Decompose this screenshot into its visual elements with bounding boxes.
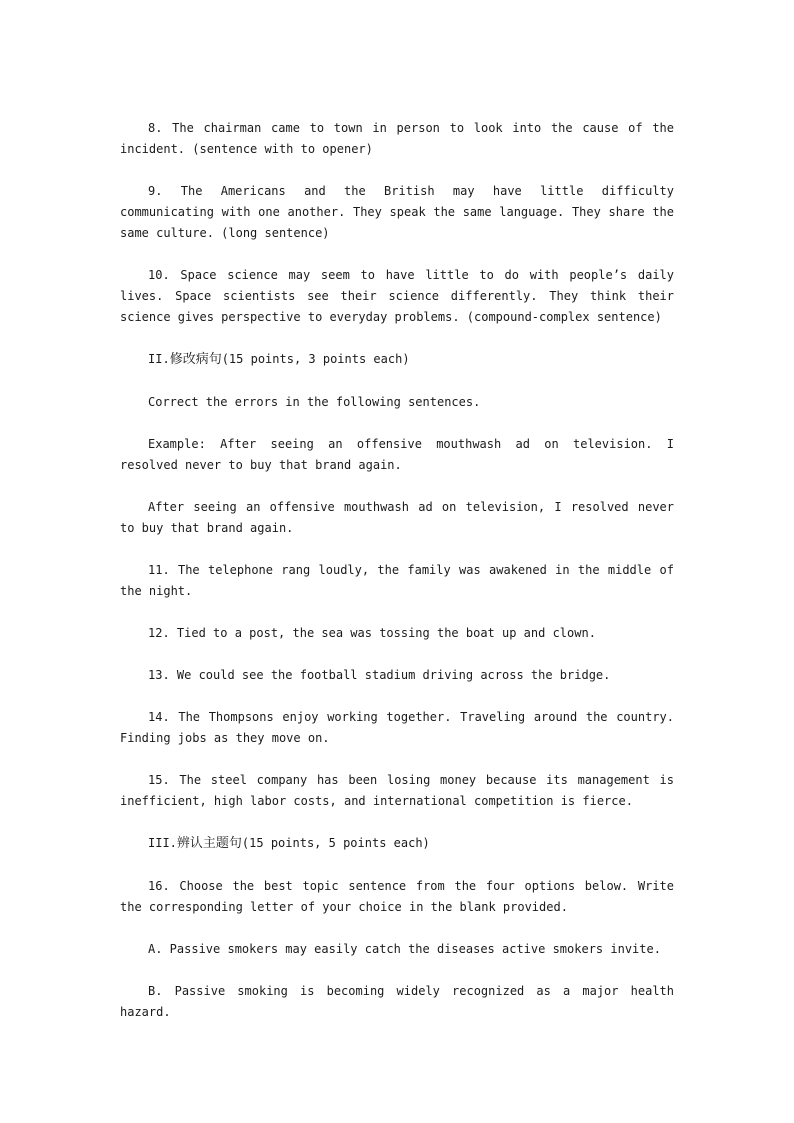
question-10: 10. Space science may seem to have little to do with people’s daily lives. Space scientists see their science differently. They think their science gives perspective to everyday problems. (compound-complex sentence) [120, 268, 674, 324]
question-16: 16. Choose the best topic sentence from the four options below. Write the corresponding letter of your choice in the blank provided. [120, 879, 674, 914]
section-2-title: 修改病句 [169, 352, 222, 367]
section-3-title: 辨认主题句 [176, 836, 242, 851]
question-13: 13. We could see the football stadium driving across the bridge. [148, 668, 611, 682]
section-3-points: (15 points, 5 points each) [241, 836, 430, 850]
option-b: B. Passive smoking is becoming widely recognized as a major health hazard. [120, 984, 674, 1019]
question-15: 15. The steel company has been losing money because its management is inefficient, high labor costs, and international competition is fierce. [120, 773, 674, 808]
example-wrong-sentence: Example: After seeing an offensive mouthwash ad on television. I resolved never to buy that brand again. [120, 437, 674, 472]
document-page [120, 118, 674, 1044]
example-corrected-sentence: After seeing an offensive mouthwash ad on television, I resolved never to buy that brand again. [120, 500, 674, 535]
question-9: 9. The Americans and the British may have little difficulty communicating with one another. They speak the same language. They share the same culture. (long sentence) [120, 184, 674, 240]
question-11: 11. The telephone rang loudly, the family was awakened in the middle of the night. [120, 563, 674, 598]
section-2-points: (15 points, 3 points each) [221, 352, 410, 366]
section-3-heading [120, 833, 674, 854]
question-8: 8. The chairman came to town in person to look into the cause of the incident. (sentence with to opener) [120, 121, 674, 156]
section-2-heading [120, 349, 674, 370]
question-14: 14. The Thompsons enjoy working together. Traveling around the country. Finding jobs as they move on. [120, 710, 674, 745]
section-2-numeral: II. [148, 352, 170, 366]
section-2-instruction: Correct the errors in the following sentences. [148, 395, 481, 409]
question-12: 12. Tied to a post, the sea was tossing the boat up and clown. [148, 626, 596, 640]
option-a: A. Passive smokers may easily catch the diseases active smokers invite. [148, 942, 661, 956]
section-3-numeral: III. [148, 836, 177, 850]
